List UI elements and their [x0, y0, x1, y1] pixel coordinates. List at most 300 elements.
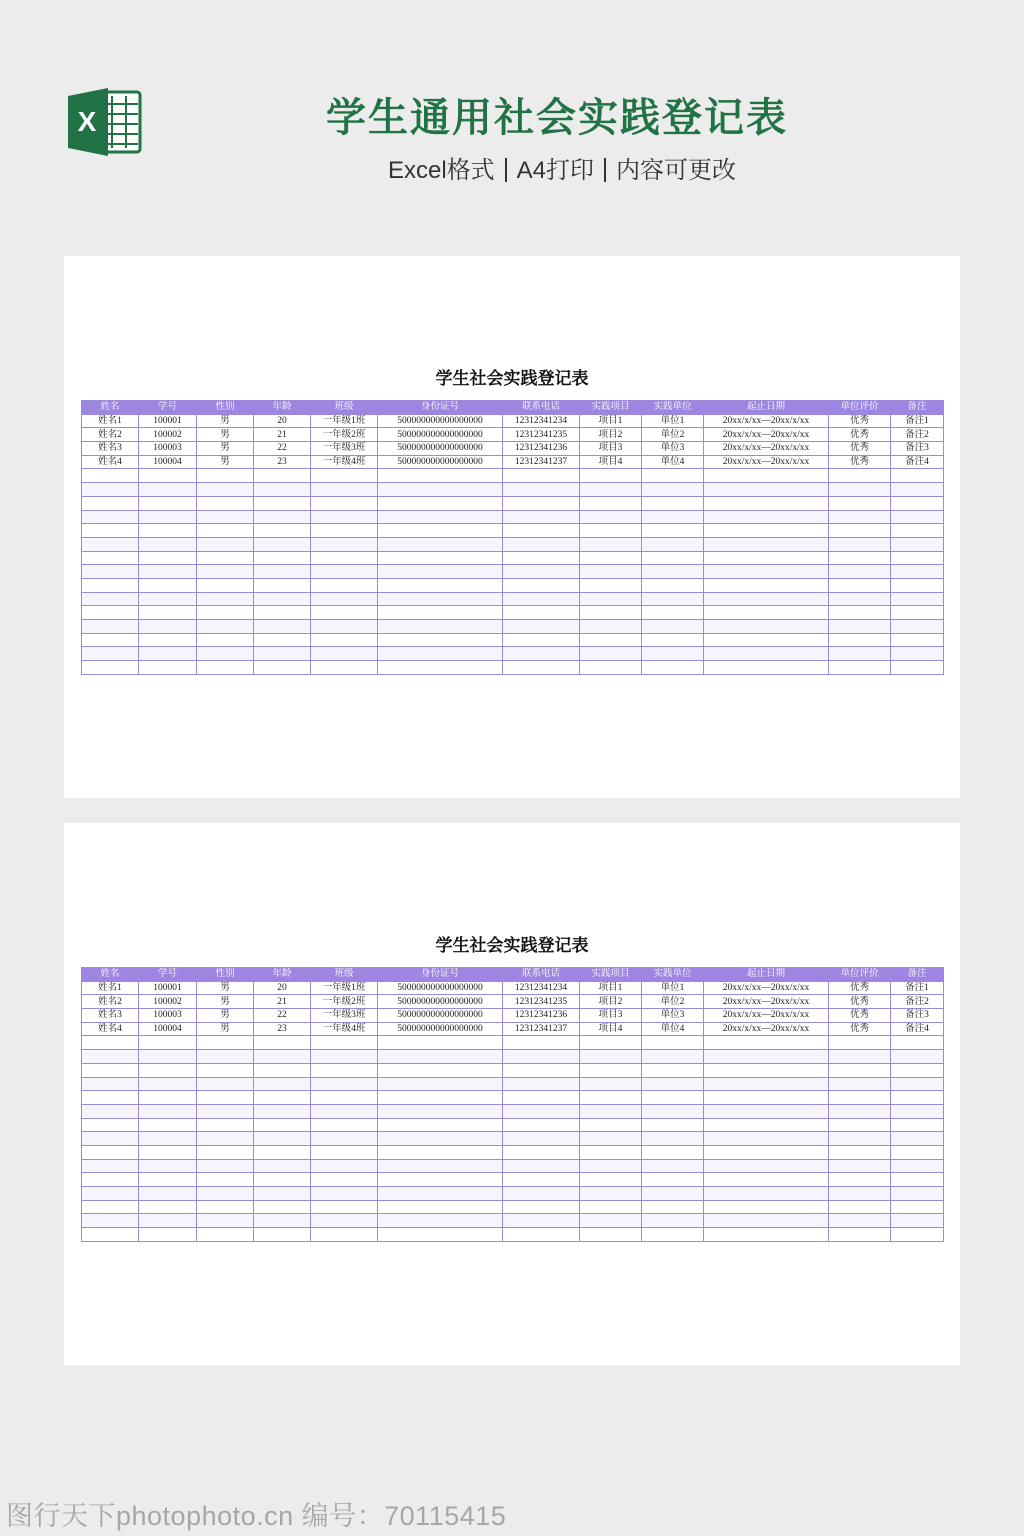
- empty-cell[interactable]: [503, 510, 580, 524]
- empty-cell[interactable]: [829, 1091, 891, 1105]
- empty-cell[interactable]: [197, 661, 254, 675]
- empty-cell[interactable]: [311, 469, 378, 483]
- empty-cell[interactable]: [197, 1187, 254, 1201]
- empty-cell[interactable]: [642, 1200, 704, 1214]
- table-cell[interactable]: 20xx/x/xx—20xx/x/xx: [704, 981, 829, 995]
- empty-cell[interactable]: [580, 1187, 642, 1201]
- table-cell[interactable]: 100004: [139, 455, 197, 469]
- empty-cell[interactable]: [311, 592, 378, 606]
- table-cell[interactable]: 男: [197, 1009, 254, 1023]
- empty-cell[interactable]: [311, 1173, 378, 1187]
- empty-cell[interactable]: [197, 483, 254, 497]
- empty-cell[interactable]: [580, 1063, 642, 1077]
- table-cell[interactable]: 男: [197, 981, 254, 995]
- empty-cell[interactable]: [891, 1036, 944, 1050]
- table-cell[interactable]: 单位4: [642, 1022, 704, 1036]
- table-cell[interactable]: 项目3: [580, 442, 642, 456]
- empty-cell[interactable]: [378, 565, 503, 579]
- table-cell[interactable]: 500000000000000000: [378, 995, 503, 1009]
- empty-cell[interactable]: [829, 1132, 891, 1146]
- empty-cell[interactable]: [311, 1118, 378, 1132]
- empty-cell[interactable]: [503, 1063, 580, 1077]
- table-cell[interactable]: 男: [197, 442, 254, 456]
- empty-cell[interactable]: [704, 633, 829, 647]
- empty-cell[interactable]: [254, 1187, 311, 1201]
- table-cell[interactable]: 优秀: [829, 995, 891, 1009]
- empty-cell[interactable]: [829, 565, 891, 579]
- empty-cell[interactable]: [704, 537, 829, 551]
- table-cell[interactable]: 项目1: [580, 981, 642, 995]
- empty-cell[interactable]: [642, 633, 704, 647]
- empty-cell[interactable]: [580, 1036, 642, 1050]
- empty-cell[interactable]: [642, 469, 704, 483]
- table-cell[interactable]: 备注2: [891, 428, 944, 442]
- table-cell[interactable]: 20xx/x/xx—20xx/x/xx: [704, 428, 829, 442]
- empty-cell[interactable]: [829, 592, 891, 606]
- table-cell[interactable]: 男: [197, 455, 254, 469]
- empty-cell[interactable]: [139, 1200, 197, 1214]
- table-cell[interactable]: 100001: [139, 981, 197, 995]
- empty-cell[interactable]: [891, 496, 944, 510]
- table-cell[interactable]: 一年级3班: [311, 442, 378, 456]
- empty-cell[interactable]: [254, 1050, 311, 1064]
- empty-cell[interactable]: [378, 1118, 503, 1132]
- table-cell[interactable]: 姓名4: [82, 455, 139, 469]
- table-cell[interactable]: 23: [254, 455, 311, 469]
- empty-cell[interactable]: [197, 1077, 254, 1091]
- table-cell[interactable]: 姓名1: [82, 414, 139, 428]
- table-cell[interactable]: 100004: [139, 1022, 197, 1036]
- empty-cell[interactable]: [704, 1187, 829, 1201]
- table-cell[interactable]: 男: [197, 428, 254, 442]
- empty-cell[interactable]: [254, 1228, 311, 1242]
- empty-cell[interactable]: [642, 620, 704, 634]
- empty-cell[interactable]: [580, 1159, 642, 1173]
- table-cell[interactable]: 备注4: [891, 1022, 944, 1036]
- table-cell[interactable]: 20xx/x/xx—20xx/x/xx: [704, 1009, 829, 1023]
- empty-cell[interactable]: [704, 1118, 829, 1132]
- empty-cell[interactable]: [139, 620, 197, 634]
- table-cell[interactable]: 男: [197, 1022, 254, 1036]
- empty-cell[interactable]: [378, 1200, 503, 1214]
- table-cell[interactable]: 20xx/x/xx—20xx/x/xx: [704, 455, 829, 469]
- empty-cell[interactable]: [503, 1091, 580, 1105]
- empty-cell[interactable]: [378, 1145, 503, 1159]
- empty-cell[interactable]: [642, 565, 704, 579]
- table-cell[interactable]: 单位2: [642, 995, 704, 1009]
- empty-cell[interactable]: [891, 1104, 944, 1118]
- empty-cell[interactable]: [580, 592, 642, 606]
- empty-cell[interactable]: [139, 661, 197, 675]
- empty-cell[interactable]: [139, 510, 197, 524]
- empty-cell[interactable]: [378, 1173, 503, 1187]
- table-cell[interactable]: 22: [254, 442, 311, 456]
- empty-cell[interactable]: [311, 1145, 378, 1159]
- empty-cell[interactable]: [829, 524, 891, 538]
- empty-cell[interactable]: [82, 592, 139, 606]
- table-cell[interactable]: 100003: [139, 1009, 197, 1023]
- empty-cell[interactable]: [829, 661, 891, 675]
- table-cell[interactable]: 12312341237: [503, 455, 580, 469]
- empty-cell[interactable]: [197, 620, 254, 634]
- empty-cell[interactable]: [580, 606, 642, 620]
- empty-cell[interactable]: [829, 1214, 891, 1228]
- empty-cell[interactable]: [139, 647, 197, 661]
- empty-cell[interactable]: [82, 537, 139, 551]
- empty-cell[interactable]: [503, 578, 580, 592]
- empty-cell[interactable]: [254, 1200, 311, 1214]
- table-cell[interactable]: 优秀: [829, 428, 891, 442]
- empty-cell[interactable]: [82, 1036, 139, 1050]
- table-cell[interactable]: 项目3: [580, 1009, 642, 1023]
- empty-cell[interactable]: [704, 1228, 829, 1242]
- empty-cell[interactable]: [580, 483, 642, 497]
- empty-cell[interactable]: [829, 496, 891, 510]
- empty-cell[interactable]: [829, 483, 891, 497]
- table-cell[interactable]: 优秀: [829, 1022, 891, 1036]
- empty-cell[interactable]: [642, 1077, 704, 1091]
- empty-cell[interactable]: [642, 1159, 704, 1173]
- empty-cell[interactable]: [829, 1104, 891, 1118]
- empty-cell[interactable]: [197, 551, 254, 565]
- table-cell[interactable]: 12312341234: [503, 981, 580, 995]
- table-cell[interactable]: 单位3: [642, 1009, 704, 1023]
- empty-cell[interactable]: [378, 1063, 503, 1077]
- empty-cell[interactable]: [503, 537, 580, 551]
- table-cell[interactable]: 姓名2: [82, 995, 139, 1009]
- empty-cell[interactable]: [891, 1159, 944, 1173]
- empty-cell[interactable]: [891, 1077, 944, 1091]
- empty-cell[interactable]: [139, 1050, 197, 1064]
- empty-cell[interactable]: [254, 1077, 311, 1091]
- empty-cell[interactable]: [197, 606, 254, 620]
- empty-cell[interactable]: [197, 1132, 254, 1146]
- table-cell[interactable]: 500000000000000000: [378, 428, 503, 442]
- empty-cell[interactable]: [82, 1118, 139, 1132]
- empty-cell[interactable]: [311, 606, 378, 620]
- empty-cell[interactable]: [829, 551, 891, 565]
- empty-cell[interactable]: [139, 1159, 197, 1173]
- empty-cell[interactable]: [891, 647, 944, 661]
- empty-cell[interactable]: [704, 565, 829, 579]
- empty-cell[interactable]: [139, 633, 197, 647]
- empty-cell[interactable]: [642, 1036, 704, 1050]
- empty-cell[interactable]: [311, 578, 378, 592]
- table-cell[interactable]: 男: [197, 414, 254, 428]
- empty-cell[interactable]: [829, 1050, 891, 1064]
- table-cell[interactable]: 12312341235: [503, 428, 580, 442]
- empty-cell[interactable]: [311, 565, 378, 579]
- empty-cell[interactable]: [139, 1228, 197, 1242]
- empty-cell[interactable]: [139, 606, 197, 620]
- empty-cell[interactable]: [254, 1159, 311, 1173]
- table-cell[interactable]: 姓名1: [82, 981, 139, 995]
- empty-cell[interactable]: [197, 1063, 254, 1077]
- empty-cell[interactable]: [642, 647, 704, 661]
- empty-cell[interactable]: [704, 1132, 829, 1146]
- empty-cell[interactable]: [704, 1200, 829, 1214]
- empty-cell[interactable]: [82, 1104, 139, 1118]
- empty-cell[interactable]: [139, 565, 197, 579]
- empty-cell[interactable]: [82, 1063, 139, 1077]
- empty-cell[interactable]: [311, 1036, 378, 1050]
- table-cell[interactable]: 项目4: [580, 1022, 642, 1036]
- empty-cell[interactable]: [311, 1077, 378, 1091]
- table-cell[interactable]: 一年级1班: [311, 414, 378, 428]
- empty-cell[interactable]: [82, 1050, 139, 1064]
- empty-cell[interactable]: [704, 551, 829, 565]
- empty-cell[interactable]: [829, 510, 891, 524]
- empty-cell[interactable]: [580, 1214, 642, 1228]
- table-cell[interactable]: 12312341234: [503, 414, 580, 428]
- empty-cell[interactable]: [580, 551, 642, 565]
- empty-cell[interactable]: [82, 1091, 139, 1105]
- empty-cell[interactable]: [580, 647, 642, 661]
- empty-cell[interactable]: [704, 524, 829, 538]
- empty-cell[interactable]: [254, 1118, 311, 1132]
- empty-cell[interactable]: [642, 524, 704, 538]
- empty-cell[interactable]: [503, 592, 580, 606]
- table-cell[interactable]: 备注3: [891, 442, 944, 456]
- empty-cell[interactable]: [891, 1118, 944, 1132]
- empty-cell[interactable]: [642, 1050, 704, 1064]
- empty-cell[interactable]: [378, 592, 503, 606]
- table-cell[interactable]: 项目4: [580, 455, 642, 469]
- empty-cell[interactable]: [704, 1214, 829, 1228]
- empty-cell[interactable]: [311, 1228, 378, 1242]
- empty-cell[interactable]: [197, 1228, 254, 1242]
- empty-cell[interactable]: [139, 592, 197, 606]
- empty-cell[interactable]: [580, 578, 642, 592]
- table-cell[interactable]: 项目2: [580, 428, 642, 442]
- empty-cell[interactable]: [503, 1104, 580, 1118]
- empty-cell[interactable]: [197, 633, 254, 647]
- empty-cell[interactable]: [704, 1050, 829, 1064]
- table-cell[interactable]: 姓名3: [82, 442, 139, 456]
- empty-cell[interactable]: [891, 565, 944, 579]
- empty-cell[interactable]: [378, 496, 503, 510]
- empty-cell[interactable]: [139, 469, 197, 483]
- empty-cell[interactable]: [580, 633, 642, 647]
- empty-cell[interactable]: [829, 578, 891, 592]
- table-cell[interactable]: 12312341235: [503, 995, 580, 1009]
- empty-cell[interactable]: [503, 483, 580, 497]
- empty-cell[interactable]: [378, 483, 503, 497]
- empty-cell[interactable]: [580, 496, 642, 510]
- empty-cell[interactable]: [503, 496, 580, 510]
- empty-cell[interactable]: [503, 647, 580, 661]
- table-cell[interactable]: 备注1: [891, 981, 944, 995]
- empty-cell[interactable]: [197, 1173, 254, 1187]
- empty-cell[interactable]: [311, 647, 378, 661]
- empty-cell[interactable]: [254, 578, 311, 592]
- table-cell[interactable]: 单位1: [642, 981, 704, 995]
- empty-cell[interactable]: [139, 537, 197, 551]
- empty-cell[interactable]: [891, 620, 944, 634]
- empty-cell[interactable]: [503, 1214, 580, 1228]
- empty-cell[interactable]: [139, 1118, 197, 1132]
- table-cell[interactable]: 500000000000000000: [378, 414, 503, 428]
- empty-cell[interactable]: [82, 510, 139, 524]
- empty-cell[interactable]: [704, 1173, 829, 1187]
- empty-cell[interactable]: [829, 633, 891, 647]
- empty-cell[interactable]: [891, 1173, 944, 1187]
- empty-cell[interactable]: [197, 1091, 254, 1105]
- empty-cell[interactable]: [197, 1200, 254, 1214]
- empty-cell[interactable]: [254, 565, 311, 579]
- empty-cell[interactable]: [254, 1173, 311, 1187]
- empty-cell[interactable]: [378, 551, 503, 565]
- empty-cell[interactable]: [197, 537, 254, 551]
- table-cell[interactable]: 500000000000000000: [378, 442, 503, 456]
- empty-cell[interactable]: [704, 1077, 829, 1091]
- empty-cell[interactable]: [311, 1214, 378, 1228]
- empty-cell[interactable]: [704, 1145, 829, 1159]
- empty-cell[interactable]: [580, 565, 642, 579]
- empty-cell[interactable]: [254, 620, 311, 634]
- empty-cell[interactable]: [139, 524, 197, 538]
- empty-cell[interactable]: [254, 1036, 311, 1050]
- table-cell[interactable]: 100002: [139, 995, 197, 1009]
- empty-cell[interactable]: [829, 1145, 891, 1159]
- empty-cell[interactable]: [503, 1118, 580, 1132]
- empty-cell[interactable]: [503, 1200, 580, 1214]
- empty-cell[interactable]: [580, 1145, 642, 1159]
- empty-cell[interactable]: [82, 1173, 139, 1187]
- empty-cell[interactable]: [378, 606, 503, 620]
- empty-cell[interactable]: [311, 1159, 378, 1173]
- empty-cell[interactable]: [642, 510, 704, 524]
- empty-cell[interactable]: [254, 1132, 311, 1146]
- table-cell[interactable]: 备注4: [891, 455, 944, 469]
- empty-cell[interactable]: [642, 1173, 704, 1187]
- empty-cell[interactable]: [642, 1132, 704, 1146]
- empty-cell[interactable]: [378, 1104, 503, 1118]
- empty-cell[interactable]: [311, 620, 378, 634]
- empty-cell[interactable]: [197, 496, 254, 510]
- empty-cell[interactable]: [82, 578, 139, 592]
- table-cell[interactable]: 20: [254, 981, 311, 995]
- empty-cell[interactable]: [139, 1036, 197, 1050]
- empty-cell[interactable]: [378, 1214, 503, 1228]
- empty-cell[interactable]: [82, 1159, 139, 1173]
- empty-cell[interactable]: [642, 1118, 704, 1132]
- table-cell[interactable]: 一年级2班: [311, 995, 378, 1009]
- empty-cell[interactable]: [311, 1104, 378, 1118]
- empty-cell[interactable]: [580, 1173, 642, 1187]
- table-cell[interactable]: 12312341236: [503, 442, 580, 456]
- empty-cell[interactable]: [704, 578, 829, 592]
- empty-cell[interactable]: [197, 565, 254, 579]
- empty-cell[interactable]: [254, 483, 311, 497]
- empty-cell[interactable]: [254, 537, 311, 551]
- empty-cell[interactable]: [829, 1173, 891, 1187]
- empty-cell[interactable]: [891, 537, 944, 551]
- empty-cell[interactable]: [82, 524, 139, 538]
- empty-cell[interactable]: [139, 496, 197, 510]
- empty-cell[interactable]: [642, 483, 704, 497]
- empty-cell[interactable]: [503, 469, 580, 483]
- table-cell[interactable]: 一年级2班: [311, 428, 378, 442]
- table-cell[interactable]: 500000000000000000: [378, 1022, 503, 1036]
- empty-cell[interactable]: [197, 1159, 254, 1173]
- table-cell[interactable]: 100002: [139, 428, 197, 442]
- empty-cell[interactable]: [503, 1187, 580, 1201]
- empty-cell[interactable]: [704, 1159, 829, 1173]
- empty-cell[interactable]: [704, 510, 829, 524]
- empty-cell[interactable]: [139, 1063, 197, 1077]
- empty-cell[interactable]: [891, 1091, 944, 1105]
- empty-cell[interactable]: [139, 1187, 197, 1201]
- empty-cell[interactable]: [139, 483, 197, 497]
- empty-cell[interactable]: [829, 1187, 891, 1201]
- empty-cell[interactable]: [82, 1077, 139, 1091]
- empty-cell[interactable]: [580, 537, 642, 551]
- empty-cell[interactable]: [891, 1063, 944, 1077]
- empty-cell[interactable]: [642, 606, 704, 620]
- empty-cell[interactable]: [580, 1132, 642, 1146]
- empty-cell[interactable]: [197, 1145, 254, 1159]
- empty-cell[interactable]: [311, 551, 378, 565]
- empty-cell[interactable]: [829, 1036, 891, 1050]
- empty-cell[interactable]: [311, 1132, 378, 1146]
- empty-cell[interactable]: [580, 661, 642, 675]
- empty-cell[interactable]: [704, 496, 829, 510]
- empty-cell[interactable]: [311, 1187, 378, 1201]
- empty-cell[interactable]: [891, 469, 944, 483]
- table-cell[interactable]: 备注2: [891, 995, 944, 1009]
- table-cell[interactable]: 优秀: [829, 414, 891, 428]
- table-cell[interactable]: 优秀: [829, 455, 891, 469]
- table-cell[interactable]: 男: [197, 995, 254, 1009]
- empty-cell[interactable]: [704, 1036, 829, 1050]
- empty-cell[interactable]: [829, 1228, 891, 1242]
- empty-cell[interactable]: [891, 633, 944, 647]
- empty-cell[interactable]: [891, 592, 944, 606]
- empty-cell[interactable]: [378, 1077, 503, 1091]
- empty-cell[interactable]: [642, 1063, 704, 1077]
- table-cell[interactable]: 姓名4: [82, 1022, 139, 1036]
- empty-cell[interactable]: [378, 537, 503, 551]
- empty-cell[interactable]: [891, 1228, 944, 1242]
- empty-cell[interactable]: [891, 551, 944, 565]
- empty-cell[interactable]: [580, 1091, 642, 1105]
- empty-cell[interactable]: [503, 606, 580, 620]
- empty-cell[interactable]: [311, 483, 378, 497]
- table-cell[interactable]: 21: [254, 428, 311, 442]
- empty-cell[interactable]: [197, 1036, 254, 1050]
- empty-cell[interactable]: [82, 633, 139, 647]
- table-cell[interactable]: 单位4: [642, 455, 704, 469]
- empty-cell[interactable]: [829, 469, 891, 483]
- empty-cell[interactable]: [139, 1145, 197, 1159]
- empty-cell[interactable]: [503, 1132, 580, 1146]
- empty-cell[interactable]: [580, 1118, 642, 1132]
- empty-cell[interactable]: [378, 1132, 503, 1146]
- empty-cell[interactable]: [378, 1159, 503, 1173]
- empty-cell[interactable]: [378, 469, 503, 483]
- empty-cell[interactable]: [197, 1214, 254, 1228]
- table-cell[interactable]: 20xx/x/xx—20xx/x/xx: [704, 442, 829, 456]
- table-cell[interactable]: 500000000000000000: [378, 981, 503, 995]
- empty-cell[interactable]: [503, 551, 580, 565]
- empty-cell[interactable]: [82, 565, 139, 579]
- empty-cell[interactable]: [891, 1145, 944, 1159]
- empty-cell[interactable]: [254, 469, 311, 483]
- table-cell[interactable]: 一年级4班: [311, 455, 378, 469]
- empty-cell[interactable]: [197, 524, 254, 538]
- empty-cell[interactable]: [254, 592, 311, 606]
